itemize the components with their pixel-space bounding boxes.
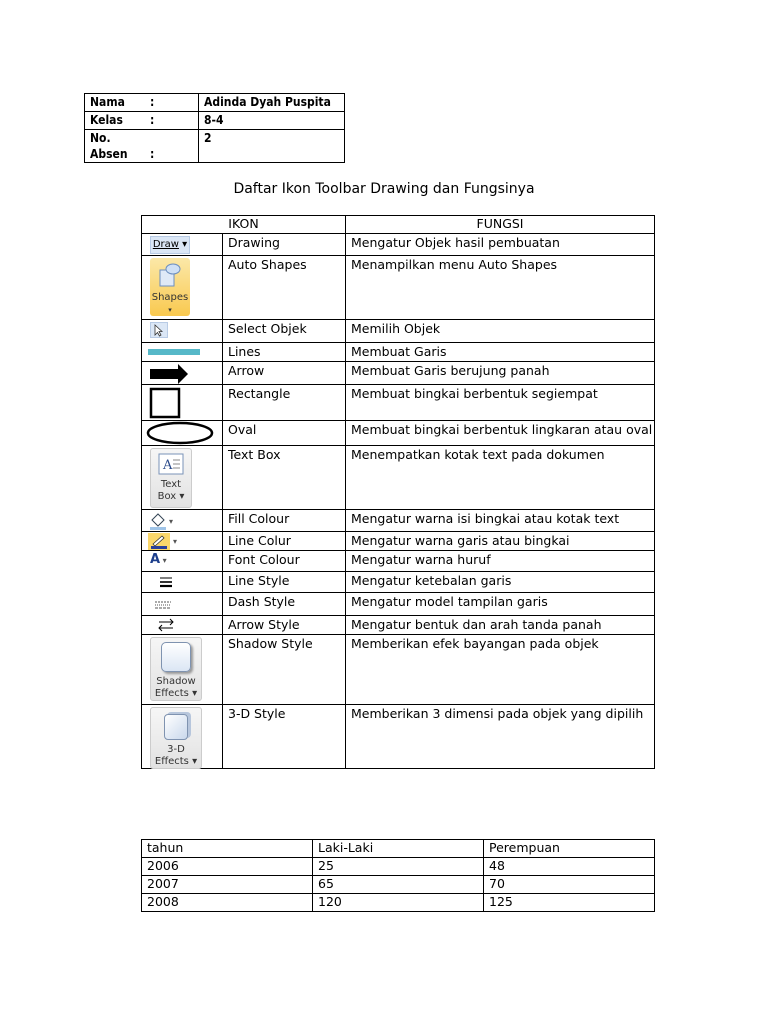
svg-text:▾: ▾	[173, 537, 178, 546]
icon-function: Memberikan 3 dimensi pada objek yang dipilih	[346, 705, 655, 769]
font-colour-icon: A ▾	[150, 552, 167, 567]
table-row	[142, 362, 655, 385]
cell-laki-laki: 25	[313, 858, 484, 876]
table-row	[142, 876, 655, 894]
font-colour-label: A	[150, 552, 161, 567]
header-laki-laki: Laki-Laki	[313, 840, 484, 858]
icon-function: Membuat bingkai berbentuk segiempat	[346, 385, 655, 421]
table-row	[142, 635, 655, 705]
header-fungsi: FUNGSI	[346, 216, 655, 234]
line-style-icon	[154, 574, 178, 590]
icon-function: Mengatur Objek hasil pembuatan	[346, 234, 655, 256]
cell-laki-laki: 65	[313, 876, 484, 894]
cell-tahun: 2008	[142, 894, 313, 912]
icon-function: Mengatur warna isi bingkai atau kotak text	[346, 510, 655, 532]
value-nama: Adinda Dyah Puspita	[199, 94, 345, 112]
icon-function: Membuat Garis	[346, 343, 655, 362]
label-nama: Nama	[90, 95, 125, 109]
arrow-style-icon	[154, 617, 178, 633]
separator: :	[150, 147, 155, 161]
cell-laki-laki: 120	[313, 894, 484, 912]
value-kelas: 8-4	[199, 112, 345, 130]
header-ikon: IKON	[142, 216, 346, 234]
icon-table	[141, 215, 655, 769]
arrow-icon	[148, 364, 190, 384]
icon-table-header	[142, 216, 655, 234]
table-row	[142, 343, 655, 362]
cell-tahun: 2006	[142, 858, 313, 876]
icon-function: Mengatur ketebalan garis	[346, 572, 655, 593]
icon-name: Shadow Style	[223, 635, 346, 705]
shadow-label-2: Effects	[154, 688, 189, 699]
dropdown-arrow-icon: ▾	[168, 306, 172, 314]
table-row	[142, 320, 655, 343]
label-kelas: Kelas	[90, 113, 123, 127]
table-row	[142, 385, 655, 421]
icon-function: Mengatur bentuk dan arah tanda panah	[346, 616, 655, 635]
shapes-glyph-icon	[158, 262, 182, 288]
icon-name: Rectangle	[223, 385, 346, 421]
icon-name: Oval	[223, 421, 346, 446]
oval-icon	[144, 420, 216, 446]
value-absen: 2	[199, 130, 345, 163]
icon-function: Mengatur model tampilan garis	[346, 593, 655, 616]
icon-function: Mengatur warna garis atau bingkai	[346, 532, 655, 551]
svg-text:A: A	[163, 458, 173, 473]
label-absen: No. Absen	[90, 131, 128, 161]
table-header-row	[142, 840, 655, 858]
svg-text:▾: ▾	[169, 517, 174, 526]
icon-name: Fill Colour	[223, 510, 346, 532]
icon-name: Font Colour	[223, 551, 346, 572]
shapes-label: Shapes	[151, 292, 189, 303]
pointer-icon	[150, 322, 168, 338]
icon-function: Membuat Garis berujung panah	[346, 362, 655, 385]
header-tahun: tahun	[142, 840, 313, 858]
table-row	[142, 593, 655, 616]
identity-row-absen	[85, 130, 345, 163]
rectangle-icon	[148, 387, 182, 419]
textbox-label-1: Text	[160, 479, 182, 490]
table-row	[142, 616, 655, 635]
icon-name: Dash Style	[223, 593, 346, 616]
icon-name: Text Box	[223, 446, 346, 510]
document-title: Daftar Ikon Toolbar Drawing dan Fungsinya	[233, 181, 535, 197]
table-row	[142, 532, 655, 551]
cell-perempuan: 125	[484, 894, 655, 912]
icon-name: Line Colur	[223, 532, 346, 551]
shapes-icon	[150, 258, 190, 316]
line-icon	[148, 349, 200, 355]
table-row	[142, 705, 655, 769]
icon-name: Select Objek	[223, 320, 346, 343]
table-row	[142, 572, 655, 593]
icon-name: 3-D Style	[223, 705, 346, 769]
draw-icon: Draw ▾	[150, 236, 190, 254]
icon-name: Arrow Style	[223, 616, 346, 635]
line-colour-icon	[148, 533, 182, 550]
textbox-label-2: Box	[157, 491, 177, 502]
icon-function: Menempatkan kotak text pada dokumen	[346, 446, 655, 510]
icon-function: Menampilkan menu Auto Shapes	[346, 256, 655, 320]
icon-function: Mengatur warna huruf	[346, 551, 655, 572]
identity-table	[84, 93, 345, 163]
gender-year-table	[141, 839, 655, 912]
3d-effects-icon: 3-D Effects ▾	[150, 707, 202, 769]
icon-name: Lines	[223, 343, 346, 362]
table-row	[142, 446, 655, 510]
textbox-icon: A Text Box ▾	[150, 448, 192, 508]
table-row	[142, 421, 655, 446]
3d-label-1: 3-D	[167, 744, 185, 755]
3d-label-2: Effects	[154, 756, 189, 767]
table-row	[142, 858, 655, 876]
identity-row-kelas	[85, 112, 345, 130]
icon-name: Arrow	[223, 362, 346, 385]
separator: :	[150, 113, 155, 127]
fill-colour-icon	[148, 512, 178, 530]
table-row	[142, 256, 655, 320]
shadow-label-1: Shadow	[156, 676, 196, 687]
cell-perempuan: 70	[484, 876, 655, 894]
table-row	[142, 510, 655, 532]
icon-function: Memberikan efek bayangan pada objek	[346, 635, 655, 705]
cell-tahun: 2007	[142, 876, 313, 894]
icon-name: Drawing	[223, 234, 346, 256]
separator: :	[150, 95, 155, 109]
table-row	[142, 551, 655, 572]
icon-name: Auto Shapes	[223, 256, 346, 320]
header-perempuan: Perempuan	[484, 840, 655, 858]
icon-function: Membuat bingkai berbentuk lingkaran atau oval	[346, 421, 655, 446]
cell-perempuan: 48	[484, 858, 655, 876]
dash-style-icon	[152, 597, 176, 613]
draw-label: Draw	[152, 239, 179, 250]
icon-name: Line Style	[223, 572, 346, 593]
identity-row-nama	[85, 94, 345, 112]
icon-function: Memilih Objek	[346, 320, 655, 343]
table-row	[142, 894, 655, 912]
shadow-effects-icon: Shadow Effects ▾	[150, 637, 202, 701]
table-row	[142, 234, 655, 256]
